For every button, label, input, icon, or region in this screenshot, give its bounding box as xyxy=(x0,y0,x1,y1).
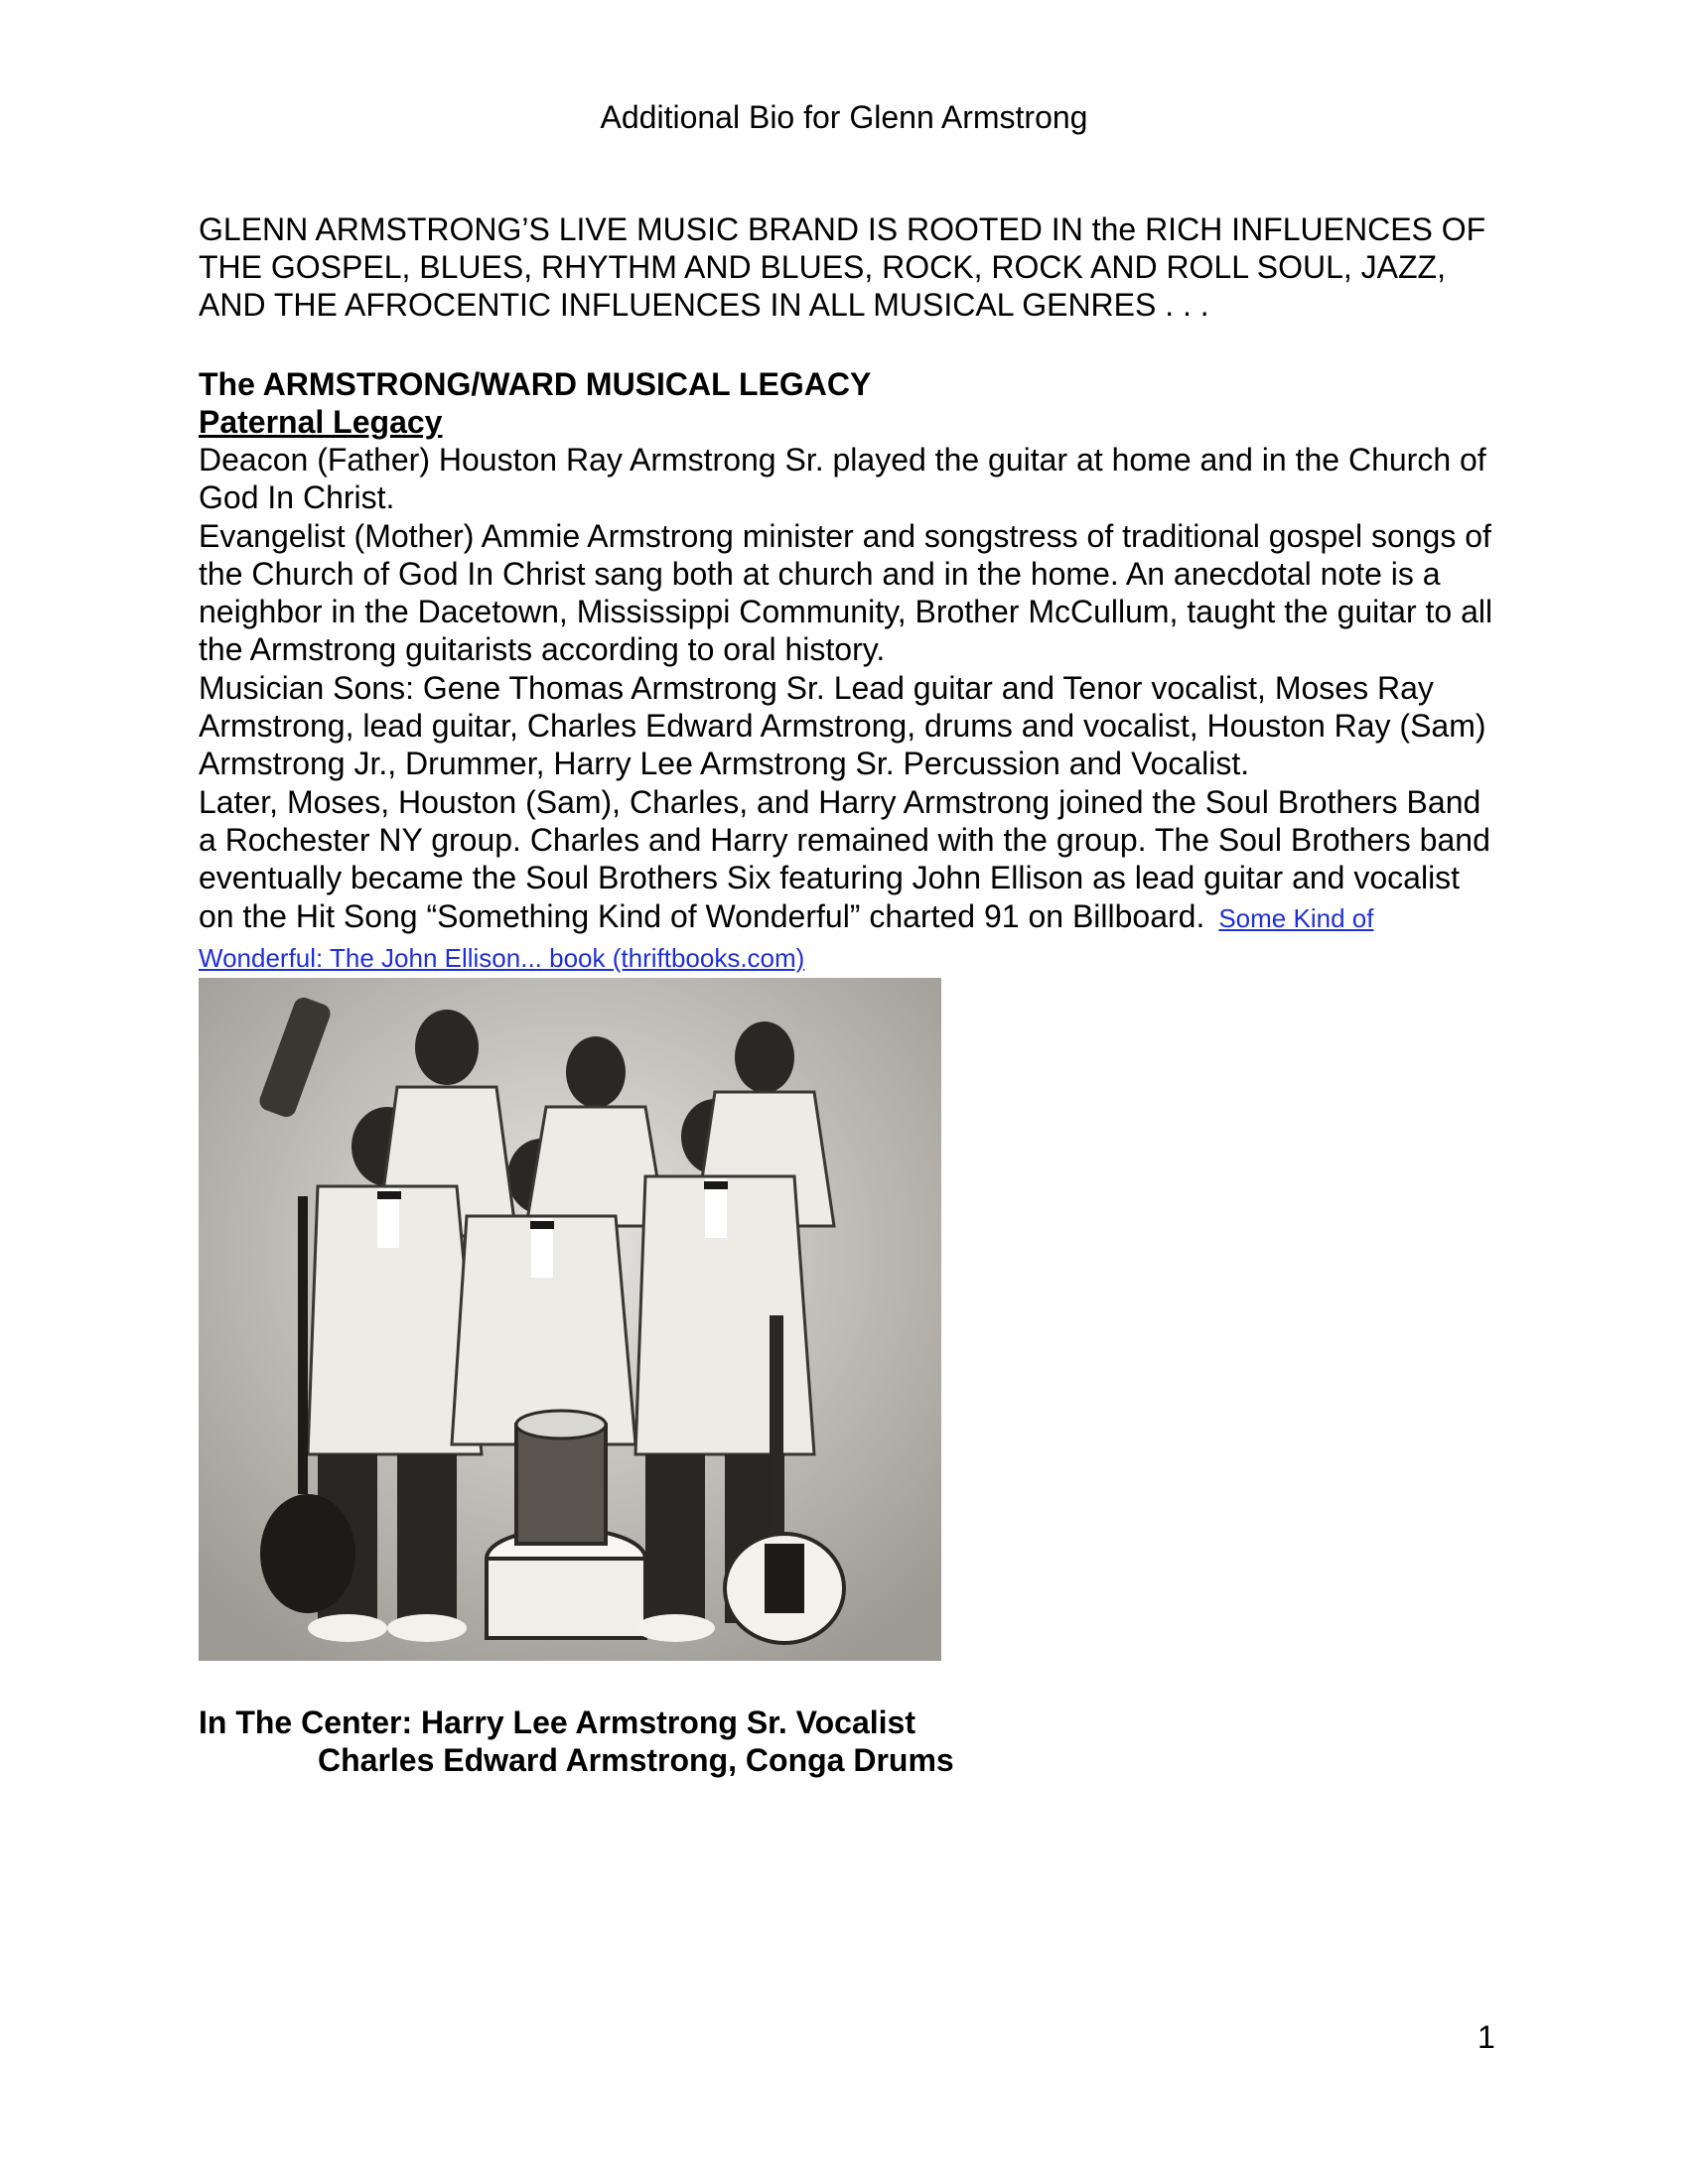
band-photo-illustration xyxy=(199,978,941,1661)
paragraph-sons: Musician Sons: Gene Thomas Armstrong Sr. Lead guitar and Tenor vocalist, Moses Ray Armstrong, lead guitar, Charles Edward Armstrong, drums and vocalist, Houston Ray (Sam) Armstrong Jr., Drummer, Harry Lee Armstrong Sr. Percussion and Vocalist. xyxy=(199,669,1486,782)
intro-paragraph: GLENN ARMSTRONG’S LIVE MUSIC BRAND IS ROOTED IN the RICH INFLUENCES OF THE GOSPEL, BLUES, RHYTHM AND BLUES, ROCK, ROCK AND ROLL SOUL, JAZZ, AND THE AFROCENTIC INFLUENCES IN ALL MUSICAL GENRES . . . xyxy=(199,211,1486,323)
book-link[interactable]: Some Kind of Wonderful: The John Ellison... book (thriftbooks.com) xyxy=(199,902,1374,973)
caption-line-2: Charles Edward Armstrong, Conga Drums xyxy=(318,1742,954,1778)
band-photo xyxy=(199,978,941,1661)
body-text xyxy=(199,441,1499,977)
section-title: The ARMSTRONG/WARD MUSICAL LEGACY xyxy=(199,366,872,402)
page-number: 1 xyxy=(1477,2019,1495,2055)
caption-line-1: In The Center: Harry Lee Armstrong Sr. Vocalist xyxy=(199,1705,915,1740)
paragraph-mother: Evangelist (Mother) Ammie Armstrong minister and songstress of traditional gospel songs of the Church of God In Christ sang both at church and in the home. An anecdotal note is a neighbor in the Dacetown, Mississippi Community, Brother McCullum, taught the guitar to all the Armstrong guitarists according to oral history. xyxy=(199,517,1493,668)
document-header: Additional Bio for Glenn Armstrong xyxy=(600,99,1088,135)
paragraph-father: Deacon (Father) Houston Ray Armstrong Sr. played the guitar at home and in the Church of God In Christ. xyxy=(199,442,1486,516)
paragraph-soul-brothers xyxy=(199,783,1499,977)
soul-brothers-text: Later, Moses, Houston (Sam), Charles, and Harry Armstrong joined the Soul Brothers Band a Rochester NY group. Charles and Harry remained with the group. The Soul Brothers band eventually became the Soul Brothers Six featuring John Ellison as lead guitar and vocalist on the Hit Song “Something Kind of Wonderful” charted 91 on Billboard. xyxy=(199,783,1490,934)
photo-caption xyxy=(199,1704,954,1779)
subsection-heading: Paternal Legacy xyxy=(199,404,443,440)
